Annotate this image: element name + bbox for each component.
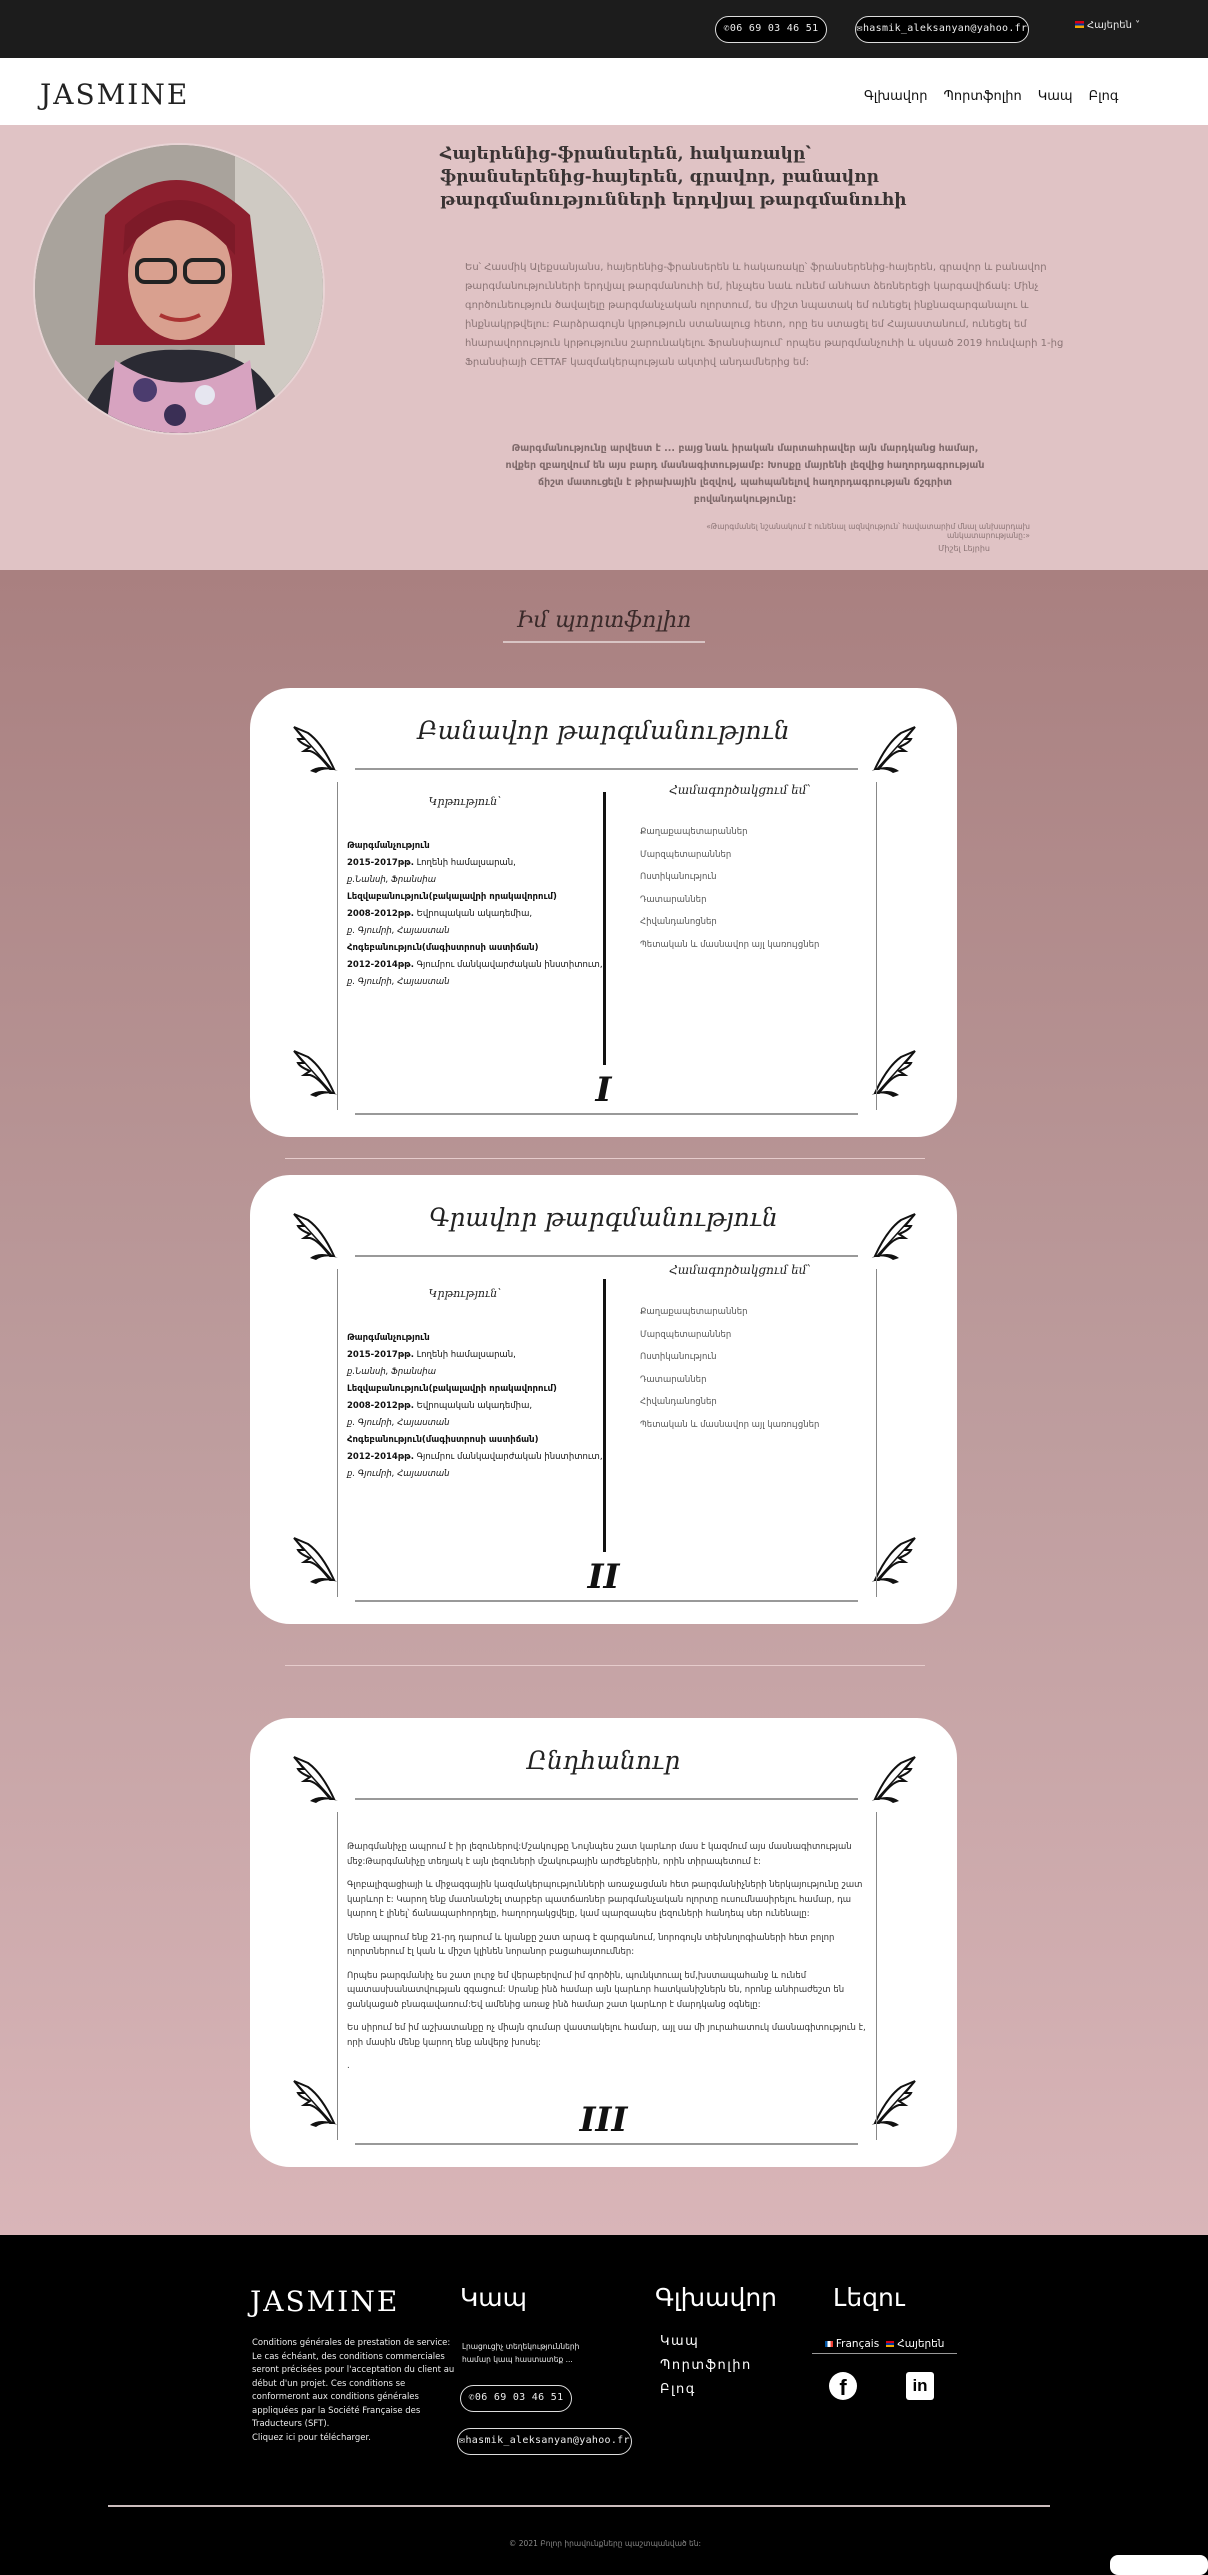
section-divider (285, 1158, 925, 1159)
education-list (347, 838, 603, 991)
education-entry: ք. Գյումրի, Հայաստան (347, 926, 450, 936)
terms-line: conformeront aux conditions générales (252, 2392, 419, 2402)
column-divider (603, 792, 606, 1065)
education-heading: Կրթություն՝ (428, 1287, 502, 1300)
main-heading: Գլխավոր (655, 2283, 778, 2312)
general-paragraph: Գլոբալիզացիայի և միջազգային կազմակերպությունների առաջացման հետ թարգմանիչների ներկայությունը շատ կարևոր է: Կարող ենք մատնանշել տարբեր պատճառներ թարգմանչական ոլորտը ուսումնասիրելու համար, դա կարող է լինել՝ ճանապարհորդելը, հաղորդակցվելը, կամ պարզապես լեզուների հանդեպ սեր ունենալը: (347, 1880, 863, 1919)
language-selector[interactable]: Հայերեն ˅ (1075, 20, 1140, 31)
education-entry: ք.Նանսի, Ֆրանսիա (347, 875, 436, 885)
card-frame-right (876, 1812, 877, 2140)
footer-link-contact[interactable]: Կապ (660, 2334, 700, 2349)
education-entry: 2012-2014թթ. Գյումրու մանկավարժական ինստիտուտ, (347, 1452, 603, 1462)
education-entry: Լեզվաբանություն(բակալավրի որակավորում) (347, 1384, 557, 1394)
card-top-line (355, 1798, 858, 1800)
title-underline (503, 641, 705, 643)
card-frame-right (876, 782, 877, 1110)
nav-contact[interactable]: Կապ (1037, 89, 1073, 104)
french-flag-icon (825, 2341, 833, 2347)
bio-text: Ես՝ Հասմիկ Ալեքսանյանս, հայերենից-ֆրանսերեն և հակառակը՝ ֆրանսերենից-հայերեն, գրավոր և բանավոր թարգմանությունների երդվյալ թարգմանուհի եմ, ինչպես նաև ունեմ անհատ ձեռներեցի կարգավիճակ: Մինչ գործունեություն ծավալելը թարգմանչական ոլորտում, ես միշտ նպատակ եմ ունեցել ինքնազարգանալու և ինքնակրթվելու: Բարձրագույն կրթություն ստանալուց հետո, որը ես ստացել եմ Հայաստանում, ունեցել եմ հնարավորություն կրթությունս շարունակելու Ֆրանսիայում՝ որպես թարգմանչուհի և սկսած 2019 հունվարի 1-ից Ֆրանսիայի CETTAF կազմակերպության ակտիվ անդամներից եմ: (465, 262, 1064, 368)
education-entry: Թարգմանչություն (347, 841, 430, 851)
section-divider (285, 1665, 925, 1666)
terms-line: Cliquez ici pour télécharger. (252, 2432, 371, 2443)
general-paragraph: Որպես թարգմանիչ ես շատ լուրջ եմ վերաբերվում իմ գործին, պունկտուալ եմ,խստապահանջ և ունեմ պատասխանատվության զգացում: Սրանք ինձ համար այն կարևոր հատկանիշներն են, որոնք անհրաժեշտ են ցանկացած բնագավառում:Եվ ամենից առաջ ինձ համար շատ կարևոր է մարդկանց օգնելը: (347, 1970, 845, 2010)
general-paragraph: . (347, 2061, 350, 2071)
collaborator-item: Քաղաքապետարաններ (640, 1307, 748, 1317)
profile-photo (33, 143, 325, 435)
nav-blog[interactable]: Բլոգ (1088, 89, 1119, 104)
card-numeral: I (595, 1070, 612, 1110)
portfolio-card (250, 688, 957, 1137)
feather-icon-top-left (290, 1753, 342, 1805)
quote-citation: «Թարգմանել նշանակում է ունենալ ազնվություն՝ հավատարիմ մնալ անխարդախ անկատարությանը:» (706, 522, 1030, 540)
collaborator-item: Պետական և մասնավոր այլ կառույցներ (640, 939, 820, 950)
lang-armenian[interactable]: Հայերեն (886, 2338, 945, 2350)
terms-line: appliquées par la Société Française des (252, 2405, 421, 2416)
terms-line: début d'un projet. Ces conditions se (252, 2378, 406, 2389)
education-entry: Լեզվաբանություն(բակալավրի որակավորում) (347, 892, 557, 902)
general-paragraph: Ես սիրում եմ իմ աշխատանքը ոչ միայն գումար վաստակելու համար, այլ սա մի յուրահատուկ մասնագիտություն է, որի մասին մենք կարող ենք անվերջ խոսել: (347, 2023, 866, 2048)
logo[interactable]: JASMINE (40, 78, 190, 111)
education-entry: 2015-2017թթ. Լողենի համալսարան, (347, 1350, 516, 1360)
phone-icon: ✆ (723, 23, 730, 34)
card-bottom-line (355, 2143, 858, 2145)
collaborator-item: Դատարաններ (640, 1374, 707, 1385)
feather-icon-top-right (867, 1753, 919, 1805)
terms-line: seront précisées pour l'acceptation du client au (252, 2365, 455, 2375)
general-paragraph: Թարգմանիչը ապրում է իր լեզուներով:Մշակույթը Նույնպես շատ կարևոր մաս է կազմում այս մասնագիտության մեջ:Թարգմանիչը տեղյակ է այն լեզուների մշակութային արժեքներին, որին տիրապետում է: (347, 1842, 852, 1867)
portfolio-card (250, 1175, 957, 1624)
quote-text: Թարգմանությունը արվեստ է ... բայց նաև իրական մարտահրավեր այն մարդկանց համար, ովքեր զբաղվում են այս բարդ մասնագիտությամբ: Խոսքը մայրենի լեզվից հաղորդագրության ճիշտ մատուցելն է թիրախային լեզվով, պահպանելով հաղորդագրության ճշգրիտ բովանդակությունը: (505, 443, 985, 505)
collaborator-item: Հիվանդանոցներ (640, 1397, 717, 1407)
linkedin-icon[interactable]: in (906, 2372, 934, 2400)
card-title: Ընդհանուր (526, 1746, 681, 1775)
mail-icon: ✉ (856, 23, 863, 34)
card-frame-left (337, 1269, 338, 1597)
education-entry: ք. Գյումրի, Հայաստան (347, 1469, 450, 1479)
feather-icon-top-right (867, 1210, 919, 1262)
footer-logo: JASMINE (250, 2285, 400, 2318)
language-heading: Լեզու (833, 2283, 905, 2312)
education-entry: Հոգեբանություն(մագիստրոսի աստիճան) (347, 943, 539, 953)
facebook-icon[interactable]: f (829, 2372, 857, 2400)
education-entry: 2008-2012թթ. Եվրոպական ակադեմիա, (347, 909, 533, 919)
education-entry: ք. Գյումրի, Հայաստան (347, 1418, 450, 1428)
column-divider (603, 1279, 606, 1552)
collab-heading: Համագործակցում եմ՝ (669, 1263, 811, 1277)
collaborators-list (640, 1301, 819, 1436)
chat-widget-button[interactable] (1110, 2555, 1208, 2575)
education-entry: Հոգեբանություն(մագիստրոսի աստիճան) (347, 1435, 539, 1445)
top-bar (0, 0, 1208, 58)
collaborator-item: Մարզպետարաններ (640, 849, 732, 860)
nav-portfolio[interactable]: Պորտֆոլիո (943, 89, 1022, 104)
terms-line: Traducteurs (SFT). (252, 2419, 330, 2429)
general-paragraph: Մենք ապրում ենք 21-րդ դարում և կյանքը շատ արագ է զարգանում, նորոգույն տեխնոլոգիաների հետ բոլոր ոլորտներում էլ կան և միշտ կլինեն նորանոր բացահայտումներ: (347, 1932, 835, 1957)
copyright: © 2021 Բոլոր իրավունքները պաշտպանված են: (508, 2539, 702, 2548)
general-card (250, 1718, 957, 2167)
education-entry: 2012-2014թթ. Գյումրու մանկավարժական ինստիտուտ, (347, 960, 603, 970)
collaborator-item: Դատարաններ (640, 894, 707, 905)
hero-section (0, 125, 1208, 570)
collaborator-item: Մարզպետարաններ (640, 1329, 732, 1340)
contact-text: Լրացուցիչ տեղեկությունների համար կապ հաստատեք ... (462, 2342, 580, 2364)
phone-button[interactable]: ✆06 69 03 46 51 (715, 16, 827, 43)
site-footer (0, 2235, 1208, 2560)
footer-links (660, 2334, 752, 2406)
feather-icon-top-right (867, 723, 919, 775)
collaborator-item: Ոստիկանություն (640, 872, 717, 882)
quote-author: Միշել Լեյրիս (938, 544, 990, 553)
armenian-flag-icon (1075, 21, 1084, 28)
card-frame-right (876, 1269, 877, 1597)
contact-heading: Կապ (460, 2283, 528, 2312)
card-numeral: III (579, 2100, 628, 2140)
card-bottom-line (355, 1600, 858, 1602)
nav-home[interactable]: Գլխավոր (864, 89, 928, 104)
collaborator-item: Հիվանդանոցներ (640, 917, 717, 927)
terms-text[interactable] (252, 2337, 454, 2445)
card-bottom-line (355, 1113, 858, 1115)
chevron-down-icon: ˅ (1135, 20, 1141, 31)
education-list (347, 1330, 603, 1483)
lang-french[interactable]: Français (825, 2338, 880, 2350)
portfolio-title: Իմ պորտֆոլիո (516, 608, 692, 633)
education-entry: ք.Նանսի, Ֆրանսիա (347, 1367, 436, 1377)
card-top-line (355, 1255, 858, 1257)
armenian-flag-icon (886, 2341, 894, 2347)
terms-line: Conditions générales de prestation de service: (252, 2338, 451, 2348)
card-frame-left (337, 1812, 338, 2140)
collaborators-list (640, 821, 819, 956)
phone-icon: ✆ (468, 2392, 475, 2403)
footer-link-portfolio[interactable]: Պորտֆոլիո (660, 2358, 752, 2373)
footer-phone-button[interactable]: ✆06 69 03 46 51 (460, 2385, 572, 2412)
main-nav (848, 85, 1118, 104)
education-entry: 2008-2012թթ. Եվրոպական ակադեմիա, (347, 1401, 533, 1411)
card-top-line (355, 768, 858, 770)
feather-icon-top-left (290, 723, 342, 775)
collaborator-item: Ոստիկանություն (640, 1352, 717, 1362)
card-title: Գրավոր թարգմանություն (429, 1203, 778, 1232)
feather-icon-top-left (290, 1210, 342, 1262)
general-text (347, 1840, 872, 2083)
collaborator-item: Պետական և մասնավոր այլ կառույցներ (640, 1419, 820, 1430)
card-frame-left (337, 782, 338, 1110)
hero-heading: Հայերենից-ֆրանսերեն, հակառակը՝ ֆրանսերենից-հայերեն, գրավոր, բանավոր թարգմանությունների երդվյալ թարգմանուհի (440, 144, 907, 210)
email-button[interactable]: ✉hasmik_aleksanyan@yahoo.fr (855, 16, 1029, 43)
footer-email-button[interactable]: ✉hasmik_aleksanyan@yahoo.fr (457, 2428, 632, 2455)
card-numeral: II (587, 1557, 620, 1597)
education-entry: 2015-2017թթ. Լողենի համալսարան, (347, 858, 516, 868)
education-entry: Թարգմանչություն (347, 1333, 430, 1343)
education-heading: Կրթություն՝ (428, 795, 502, 808)
language-switcher (812, 2338, 957, 2354)
mail-icon: ✉ (459, 2435, 466, 2446)
site-header (0, 58, 1208, 125)
card-title: Բանավոր թարգմանություն (417, 716, 790, 745)
education-entry: ք. Գյումրի, Հայաստան (347, 977, 450, 987)
footer-link-blog[interactable]: Բլոգ (660, 2382, 696, 2397)
collaborator-item: Քաղաքապետարաններ (640, 827, 748, 837)
collab-heading: Համագործակցում եմ՝ (669, 783, 811, 797)
footer-divider (108, 2505, 1050, 2507)
portfolio-section (0, 570, 1208, 2235)
terms-line: Le cas échéant, des conditions commerciales (252, 2351, 445, 2362)
